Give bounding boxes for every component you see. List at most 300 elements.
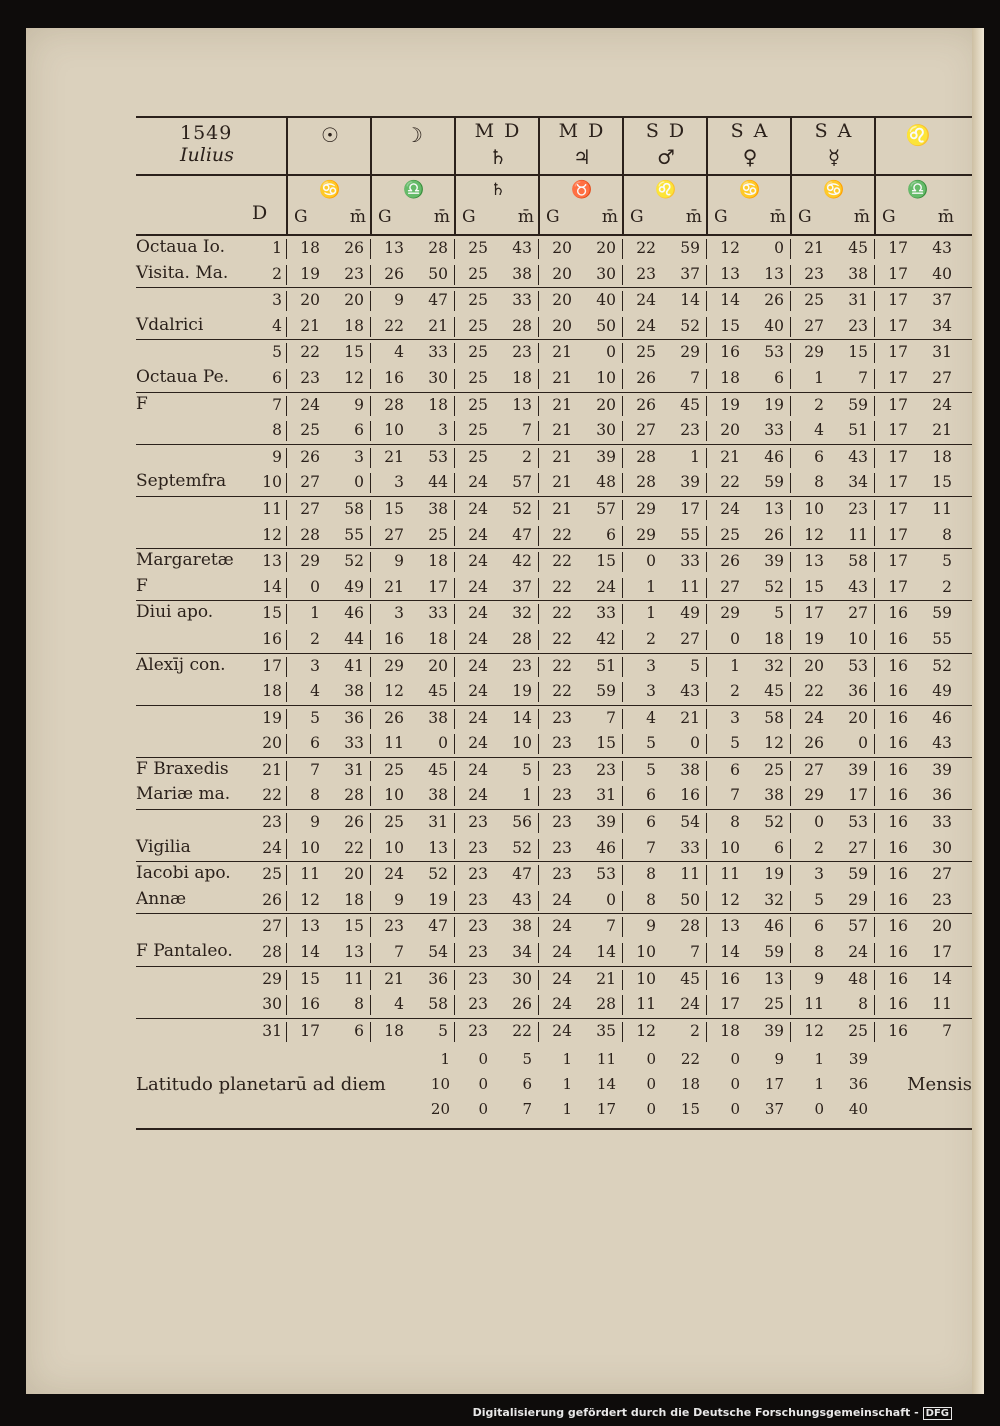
degree-value: 0 xyxy=(730,629,740,648)
column-separator xyxy=(370,265,371,285)
day-number: 5 xyxy=(272,343,282,362)
minute-value: 3 xyxy=(354,447,364,466)
column-separator xyxy=(370,500,371,520)
column-separator xyxy=(622,317,623,337)
day-number: 15 xyxy=(262,604,282,623)
column-separator xyxy=(538,682,539,702)
column-separator xyxy=(454,578,455,598)
day-number: 16 xyxy=(262,629,282,648)
degree-value: 16 xyxy=(888,969,908,988)
feast-label: Margaretæ xyxy=(136,550,234,571)
sign-column-header xyxy=(538,176,624,234)
latitude-minute: 9 xyxy=(774,1050,784,1069)
column-separator xyxy=(874,552,875,572)
degree-value: 12 xyxy=(804,1021,824,1040)
minute-value: 30 xyxy=(932,838,952,857)
degree-value: 16 xyxy=(888,734,908,753)
minute-value: 26 xyxy=(512,995,532,1014)
degree-value: 24 xyxy=(636,316,656,335)
column-separator xyxy=(706,917,707,937)
column-separator xyxy=(790,421,791,441)
column-separator xyxy=(622,500,623,520)
minute-value: 56 xyxy=(512,813,532,832)
degree-value: 20 xyxy=(552,239,572,257)
minute-value: 18 xyxy=(764,629,784,648)
latitude-degree: 1 xyxy=(562,1075,572,1094)
dfg-logo: DFG xyxy=(923,1407,952,1420)
minute-value: 21 xyxy=(932,421,952,440)
minute-value: 39 xyxy=(680,473,700,492)
day-number: 11 xyxy=(262,499,282,518)
degree-value: 25 xyxy=(468,316,488,335)
day-number: 22 xyxy=(262,786,282,805)
degree-value: 24 xyxy=(468,656,488,675)
minute-value: 14 xyxy=(596,943,616,962)
column-separator xyxy=(286,682,287,702)
degree-value: 16 xyxy=(720,969,740,988)
degree-value: 9 xyxy=(814,969,824,988)
degree-value: 6 xyxy=(310,734,320,753)
minute-value: 43 xyxy=(512,239,532,257)
minute-value: 39 xyxy=(848,760,868,779)
minute-label: m̄ xyxy=(853,207,870,227)
degree-value: 11 xyxy=(636,995,656,1014)
minute-value: 38 xyxy=(764,786,784,805)
degree-value: 17 xyxy=(888,552,908,571)
column-separator xyxy=(370,343,371,363)
degree-value: 21 xyxy=(384,969,404,988)
degree-value: 16 xyxy=(888,656,908,675)
degree-value: 23 xyxy=(552,838,572,857)
minute-label: m̄ xyxy=(517,207,534,227)
degree-value: 4 xyxy=(310,682,320,701)
degree-value: 24 xyxy=(720,499,740,518)
column-separator xyxy=(454,500,455,520)
day-row xyxy=(136,288,972,314)
day-row xyxy=(136,497,972,523)
column-separator xyxy=(790,448,791,468)
minute-value: 0 xyxy=(354,473,364,492)
degree-value: 17 xyxy=(804,604,824,623)
minute-value: 14 xyxy=(932,969,952,988)
column-separator xyxy=(790,265,791,285)
degree-value: 7 xyxy=(646,838,656,857)
degree-value: 9 xyxy=(394,890,404,909)
degree-value: 8 xyxy=(814,943,824,962)
degree-value: 16 xyxy=(720,343,740,362)
minute-value: 52 xyxy=(512,499,532,518)
minute-value: 59 xyxy=(848,395,868,414)
minute-value: 0 xyxy=(858,734,868,753)
degree-value: 25 xyxy=(300,421,320,440)
degree-value: 11 xyxy=(384,734,404,753)
minute-value: 36 xyxy=(932,786,952,805)
credit-text: Digitalisierung gefördert durch die Deutsche Forschungsgemeinschaft - xyxy=(472,1406,919,1419)
degree-value: 23 xyxy=(468,995,488,1014)
minute-value: 12 xyxy=(764,734,784,753)
latitude-degree: 0 xyxy=(646,1050,656,1069)
degree-value: 27 xyxy=(636,421,656,440)
latitude-minute: 18 xyxy=(680,1075,700,1094)
degree-value: 5 xyxy=(730,734,740,753)
column-separator xyxy=(538,473,539,493)
degree-value: 23 xyxy=(468,969,488,988)
column-separator xyxy=(706,865,707,885)
minute-value: 34 xyxy=(512,943,532,962)
column-separator xyxy=(790,500,791,520)
digitization-credit xyxy=(473,1406,952,1420)
column-separator xyxy=(286,917,287,937)
day-row xyxy=(136,314,972,341)
degree-label: G xyxy=(630,207,644,227)
column-separator xyxy=(706,473,707,493)
day-number: 18 xyxy=(262,682,282,701)
degree-value: 1 xyxy=(814,368,824,387)
minute-label: m̄ xyxy=(937,207,954,227)
column-separator xyxy=(790,917,791,937)
minute-value: 30 xyxy=(596,421,616,440)
column-separator xyxy=(538,317,539,337)
column-separator xyxy=(286,761,287,781)
column-separator xyxy=(622,396,623,416)
column-separator xyxy=(286,1022,287,1042)
column-separator xyxy=(874,786,875,806)
latitude-degree: 1 xyxy=(562,1100,572,1119)
column-separator xyxy=(286,343,287,363)
minute-value: 18 xyxy=(344,316,364,335)
planet-symbol: ♂ xyxy=(657,145,675,169)
column-separator xyxy=(874,995,875,1015)
day-number: 25 xyxy=(262,865,282,884)
degree-value: 26 xyxy=(636,395,656,414)
column-separator xyxy=(454,657,455,677)
planet-symbol: ☽ xyxy=(405,123,423,147)
column-separator xyxy=(454,917,455,937)
minute-label: m̄ xyxy=(349,207,366,227)
column-separator xyxy=(370,526,371,546)
degree-value: 13 xyxy=(720,917,740,936)
minute-value: 23 xyxy=(680,421,700,440)
degree-value: 21 xyxy=(720,447,740,466)
zodiac-sign: ♋ xyxy=(823,180,845,200)
degree-value: 9 xyxy=(310,813,320,832)
minute-value: 50 xyxy=(680,890,700,909)
day-row xyxy=(136,262,972,289)
column-separator xyxy=(286,369,287,389)
degree-value: 16 xyxy=(888,629,908,648)
minute-value: 2 xyxy=(690,1021,700,1040)
column-separator xyxy=(454,369,455,389)
degree-value: 27 xyxy=(804,316,824,335)
minute-value: 11 xyxy=(932,995,952,1014)
degree-value: 29 xyxy=(720,604,740,623)
column-separator xyxy=(370,291,371,311)
minute-value: 15 xyxy=(932,473,952,492)
column-separator xyxy=(874,709,875,729)
column-separator xyxy=(790,604,791,624)
column-separator xyxy=(454,448,455,468)
minute-value: 27 xyxy=(848,838,868,857)
column-separator xyxy=(370,839,371,859)
feast-label: Visita. Ma. xyxy=(136,262,229,283)
degree-value: 2 xyxy=(646,629,656,648)
latitude-minute: 6 xyxy=(522,1075,532,1094)
column-separator xyxy=(706,970,707,990)
degree-value: 21 xyxy=(552,447,572,466)
minute-value: 49 xyxy=(680,604,700,623)
column-separator xyxy=(538,396,539,416)
degree-value: 17 xyxy=(888,421,908,440)
degree-value: 16 xyxy=(888,604,908,623)
degree-value: 10 xyxy=(636,969,656,988)
column-separator xyxy=(790,369,791,389)
degree-value: 29 xyxy=(804,343,824,362)
day-row xyxy=(136,627,972,654)
minute-value: 36 xyxy=(344,708,364,727)
column-separator xyxy=(454,865,455,885)
column-separator xyxy=(622,578,623,598)
minute-value: 25 xyxy=(848,1021,868,1040)
degree-value: 6 xyxy=(646,786,656,805)
minute-value: 38 xyxy=(512,917,532,936)
column-separator xyxy=(286,865,287,885)
latitude-degree: 0 xyxy=(730,1100,740,1119)
degree-value: 6 xyxy=(646,813,656,832)
minute-value: 5 xyxy=(942,552,952,571)
minute-value: 1 xyxy=(522,786,532,805)
latitude-minute: 7 xyxy=(522,1100,532,1119)
column-separator xyxy=(286,265,287,285)
feast-label: Octaua Pe. xyxy=(136,366,230,387)
degree-value: 25 xyxy=(468,343,488,362)
planet-column-header xyxy=(790,118,876,174)
degree-label: G xyxy=(546,207,560,227)
degree-value: 16 xyxy=(888,682,908,701)
column-separator xyxy=(370,630,371,650)
degree-value: 22 xyxy=(552,525,572,544)
latitude-degree: 0 xyxy=(646,1100,656,1119)
day-number: 13 xyxy=(262,552,282,571)
feast-label: Vdalrici xyxy=(136,314,204,335)
column-separator xyxy=(622,239,623,259)
column-separator xyxy=(454,239,455,259)
sign-column-header xyxy=(874,176,960,234)
minute-value: 38 xyxy=(848,264,868,283)
minute-value: 24 xyxy=(596,577,616,596)
day-number: 23 xyxy=(262,813,282,832)
column-separator xyxy=(454,317,455,337)
column-separator xyxy=(706,291,707,311)
minute-value: 23 xyxy=(848,499,868,518)
day-number: 17 xyxy=(262,656,282,675)
minute-value: 17 xyxy=(680,499,700,518)
minute-value: 13 xyxy=(764,499,784,518)
column-separator xyxy=(706,448,707,468)
column-separator xyxy=(874,500,875,520)
degree-value: 17 xyxy=(888,239,908,257)
minute-value: 38 xyxy=(428,499,448,518)
degree-value: 24 xyxy=(468,708,488,727)
column-separator xyxy=(454,813,455,833)
minute-value: 43 xyxy=(848,447,868,466)
degree-minute-labels xyxy=(876,204,960,230)
latitude-degree: 0 xyxy=(730,1075,740,1094)
degree-value: 25 xyxy=(468,421,488,440)
degree-value: 3 xyxy=(646,656,656,675)
degree-value: 12 xyxy=(300,890,320,909)
day-row xyxy=(136,914,972,940)
minute-value: 52 xyxy=(344,552,364,571)
column-separator xyxy=(622,473,623,493)
degree-value: 11 xyxy=(300,865,320,884)
degree-value: 26 xyxy=(384,708,404,727)
column-separator xyxy=(538,761,539,781)
degree-value: 22 xyxy=(552,552,572,571)
column-separator xyxy=(454,891,455,911)
degree-value: 0 xyxy=(646,552,656,571)
degree-value: 23 xyxy=(468,865,488,884)
column-separator xyxy=(622,343,623,363)
day-number: 30 xyxy=(262,995,282,1014)
degree-value: 20 xyxy=(552,291,572,310)
degree-value: 29 xyxy=(636,525,656,544)
minute-label: m̄ xyxy=(685,207,702,227)
column-separator xyxy=(286,734,287,754)
column-separator xyxy=(790,734,791,754)
minute-value: 18 xyxy=(428,629,448,648)
minute-value: 23 xyxy=(848,316,868,335)
latitude-degree: 0 xyxy=(730,1050,740,1069)
minute-value: 23 xyxy=(932,890,952,909)
degree-value: 25 xyxy=(468,291,488,310)
latitude-minute: 15 xyxy=(680,1100,700,1119)
column-separator xyxy=(706,369,707,389)
column-separator xyxy=(370,317,371,337)
column-separator xyxy=(706,630,707,650)
minute-label: m̄ xyxy=(433,207,450,227)
minute-value: 7 xyxy=(606,917,616,936)
degree-value: 17 xyxy=(888,343,908,362)
column-separator xyxy=(622,265,623,285)
zodiac-sign: ♉ xyxy=(571,180,593,200)
minute-value: 27 xyxy=(932,368,952,387)
minute-value: 20 xyxy=(596,395,616,414)
minute-value: 31 xyxy=(596,786,616,805)
latitude-section xyxy=(136,1044,972,1128)
day-column-label: D xyxy=(252,202,268,224)
degree-value: 3 xyxy=(730,708,740,727)
column-separator xyxy=(790,630,791,650)
minute-value: 46 xyxy=(932,708,952,727)
degree-value: 16 xyxy=(888,708,908,727)
degree-value: 21 xyxy=(552,499,572,518)
day-row xyxy=(136,1019,972,1045)
planet-column-header xyxy=(538,118,624,174)
degree-value: 24 xyxy=(468,525,488,544)
column-separator xyxy=(538,578,539,598)
column-separator xyxy=(790,709,791,729)
column-separator xyxy=(622,839,623,859)
degree-value: 29 xyxy=(804,786,824,805)
degree-value: 24 xyxy=(468,734,488,753)
column-separator xyxy=(874,813,875,833)
minute-value: 55 xyxy=(932,629,952,648)
degree-value: 20 xyxy=(804,656,824,675)
degree-value: 20 xyxy=(552,264,572,283)
degree-value: 24 xyxy=(552,917,572,936)
day-row xyxy=(136,836,972,863)
day-row xyxy=(136,940,972,967)
minute-value: 13 xyxy=(764,969,784,988)
degree-value: 25 xyxy=(804,291,824,310)
column-separator xyxy=(286,839,287,859)
minute-value: 41 xyxy=(344,656,364,675)
minute-value: 6 xyxy=(606,525,616,544)
degree-minute-labels xyxy=(456,204,540,230)
minute-value: 27 xyxy=(680,629,700,648)
degree-value: 24 xyxy=(552,943,572,962)
latitude-degree: 0 xyxy=(814,1100,824,1119)
sign-column-header xyxy=(370,176,456,234)
minute-value: 52 xyxy=(512,838,532,857)
column-separator xyxy=(874,473,875,493)
column-separator xyxy=(706,709,707,729)
degree-value: 23 xyxy=(384,917,404,936)
degree-value: 2 xyxy=(730,682,740,701)
day-number: 24 xyxy=(262,838,282,857)
degree-value: 26 xyxy=(720,552,740,571)
column-separator xyxy=(538,970,539,990)
feast-label: Octaua Io. xyxy=(136,237,225,257)
degree-minute-labels xyxy=(540,204,624,230)
column-separator xyxy=(538,995,539,1015)
degree-value: 3 xyxy=(310,656,320,675)
minute-value: 26 xyxy=(344,813,364,832)
column-separator xyxy=(790,943,791,963)
minute-value: 12 xyxy=(344,368,364,387)
minute-value: 25 xyxy=(428,525,448,544)
minute-value: 37 xyxy=(512,577,532,596)
column-separator xyxy=(790,813,791,833)
column-separator xyxy=(538,891,539,911)
minute-value: 0 xyxy=(774,239,784,257)
degree-value: 24 xyxy=(552,890,572,909)
minute-value: 11 xyxy=(680,577,700,596)
degree-value: 13 xyxy=(384,239,404,257)
column-separator xyxy=(454,291,455,311)
minute-value: 14 xyxy=(680,291,700,310)
minute-value: 45 xyxy=(848,239,868,257)
minute-value: 13 xyxy=(764,264,784,283)
day-number: 2 xyxy=(272,264,282,283)
minute-label: m̄ xyxy=(601,207,618,227)
column-separator xyxy=(706,786,707,806)
minute-value: 17 xyxy=(932,943,952,962)
day-number: 27 xyxy=(262,917,282,936)
column-separator xyxy=(370,396,371,416)
minute-value: 33 xyxy=(596,604,616,623)
latitude-row xyxy=(136,1075,972,1099)
degree-value: 17 xyxy=(888,395,908,414)
degree-value: 1 xyxy=(310,604,320,623)
degree-value: 23 xyxy=(300,368,320,387)
degree-value: 22 xyxy=(720,473,740,492)
degree-minute-labels xyxy=(288,204,372,230)
column-separator xyxy=(454,630,455,650)
minute-value: 59 xyxy=(764,943,784,962)
minute-value: 18 xyxy=(344,890,364,909)
minute-value: 7 xyxy=(522,421,532,440)
